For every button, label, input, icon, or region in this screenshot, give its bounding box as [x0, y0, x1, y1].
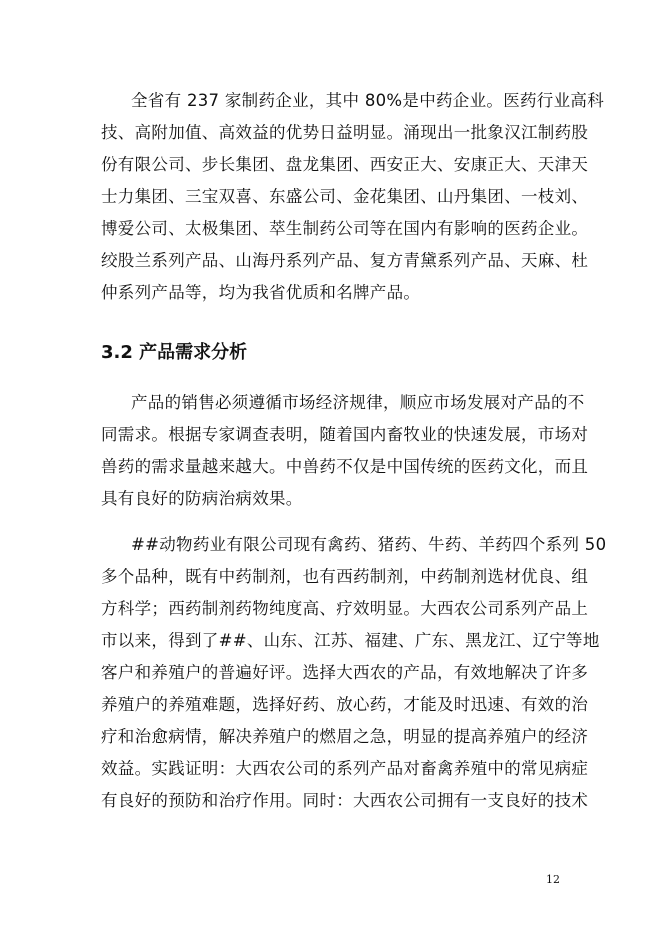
paragraph-line: 多个品种，既有中药制剂，也有西药制剂，中药制剂选材优良、组 [101, 567, 589, 586]
section-heading: 3.2 产品需求分析 [101, 342, 248, 363]
paragraph-line: 份有限公司、步长集团、盘龙集团、西安正大、安康正大、天津天 [101, 155, 589, 174]
paragraph-line: 客户和养殖户的普遍好评。选择大西农的产品，有效地解决了许多 [101, 663, 589, 682]
paragraph-line: 疗和治愈病情，解决养殖户的燃眉之急，明显的提高养殖户的经济 [101, 727, 589, 746]
paragraph-line: 市以来，得到了##、山东、江苏、福建、广东、黑龙江、辽宁等地 [101, 631, 600, 650]
paragraph-line: 全省有 237 家制药企业，其中 80%是中药企业。医药行业高科 [131, 91, 605, 110]
paragraph-line: 产品的销售必须遵循市场经济规律，顺应市场发展对产品的不 [131, 393, 585, 412]
paragraph-line: 方科学；西药制剂药物纯度高、疗效明显。大西农公司系列产品上 [101, 599, 589, 618]
paragraph-line: 士力集团、三宝双喜、东盛公司、金花集团、山丹集团、一枝刘、 [101, 187, 589, 206]
paragraph-line: 效益。实践证明：大西农公司的系列产品对畜禽养殖中的常见病症 [101, 759, 589, 778]
page-number: 12 [546, 873, 560, 886]
paragraph-line: ##动物药业有限公司现有禽药、猪药、牛药、羊药四个系列 50 [131, 535, 607, 554]
paragraph-line: 养殖户的养殖难题，选择好药、放心药，才能及时迅速、有效的治 [101, 695, 589, 714]
paragraph-line: 博爱公司、太极集团、萃生制药公司等在国内有影响的医药企业。 [101, 219, 589, 238]
paragraph-line: 技、高附加值、高效益的优势日益明显。涌现出一批象汉江制药股 [101, 123, 589, 142]
paragraph-line: 仲系列产品等，均为我省优质和名牌产品。 [101, 283, 421, 302]
paragraph-line: 兽药的需求量越来越大。中兽药不仅是中国传统的医药文化，而且 [101, 457, 589, 476]
paragraph-line: 具有良好的防病治病效果。 [101, 489, 303, 508]
paragraph-line: 绞股兰系列产品、山海丹系列产品、复方青黛系列产品、天麻、杜 [101, 251, 589, 270]
paragraph-line: 有良好的预防和治疗作用。同时：大西农公司拥有一支良好的技术 [101, 791, 589, 810]
paragraph-line: 同需求。根据专家调查表明，随着国内畜牧业的快速发展，市场对 [101, 425, 589, 444]
